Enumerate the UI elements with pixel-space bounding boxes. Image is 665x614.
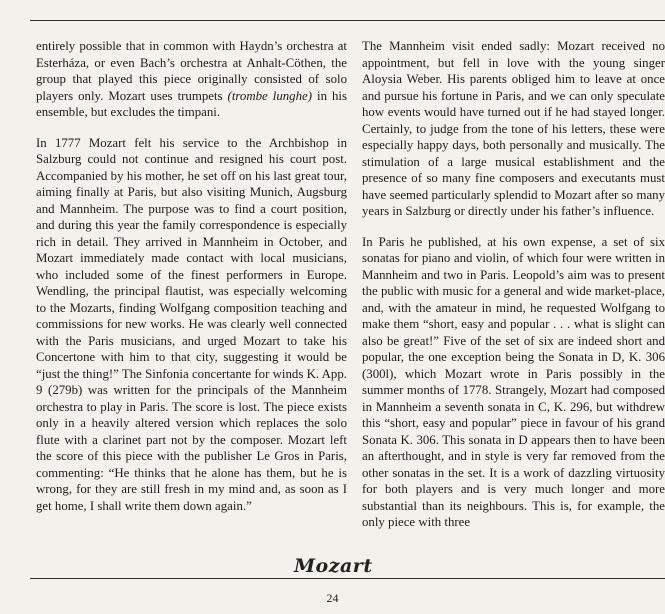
left-column [36,38,347,528]
bottom-rule [30,578,665,579]
paragraph: In Paris he published, at his own expense, a set of six sonatas for piano and violin, of which four were written in Mannheim and two in Paris. Leopold’s aim was to present the public with music for a general and wide market-place, and, with the amateur in mind, he requested Wolfgang to make them “short, easy and popular . . . what is slight can also be great!” Five of the set of six are indeed short and popular, the one exception being the Sonata in D, K. 306 (300l), which Mozart wrote in Paris possibly in the summer months of 1778. Strangely, Mozart had composed in Mannheim a seventh sonata in C, K. 296, but withdrew this “short, easy and popular” piece in favour of his grand Sonata K. 306. This sonata in D appears then to have been an afterthought, and in style is very far removed from the other sonatas in the set. It is a work of dazzling virtuosity for both players and is very much longer and more substantial than its neighbours. This is, for example, the only piece with three [362,234,665,529]
right-column [362,38,665,545]
paragraph: In 1777 Mozart felt his service to the Archbishop in Salzburg could not continue and resigned his court post. Accompanied by his mother, he set off on his last great tour, aiming finally at Paris, but also visiting Munich, Augsburg and Mannheim. The purpose was to find a court position, and during this year the family correspondence is especially rich in detail. They arrived in Mannheim in October, and Mozart immediately made contact with local musicians, who included some of the finest performers in Europe. Wendling, the principal flautist, was especially welcoming to the Mozarts, finding Wolfgang composition teaching and commissions for new works. He was clearly well connected with the Paris musicians, and urged Mozart to take his Concertone with him to that city, suggesting it would be “just the thing!” The Sinfonia concertante for winds K. App. 9 (279b) was written for the principals of the Mannheim orchestra to play in Paris. The score is lost. The piece exists only in a heavily altered version which replaces the solo flute with a clarinet part not by the composer. Mozart left the score of this piece with the publisher Le Gros in Paris, commenting: “He thinks that he alone has them, but he is wrong, for they are still fresh in my mind and, as soon as I get home, I shall write them down again.” [36,135,347,513]
top-rule [30,20,665,21]
paragraph-text: in his ensemble, but excludes the timpani. [36,88,347,119]
paragraph-text: entirely possible that in common with Haydn’s orchestra at Esterháza, or even Bach’s orchestra at Anhalt-Cöthen, the group that played this piece originally consisted of solo players only. Mozart uses trumpets [36,39,347,103]
paragraph [36,38,347,121]
mozart-signature-logo: Mozart [294,555,373,577]
paragraph: The Mannheim visit ended sadly: Mozart received no appointment, but fell in love with the young singer Aloysia Weber. His parents obliged him to leave at once and pursue his fortune in Paris, and we can only speculate how events would have turned out if he had stayed longer. Certainly, to judge from the tone of his letters, these were especially happy days, both personally and musically. The stimulation of a large musical establishment and the presence of so many fine composers and executants must have seemed particularly splendid to Mozart after so many years in Salzburg or directly under his father’s influence. [362,39,665,218]
italic-term: (trombe lunghe) [227,88,312,103]
page-number: 24 [326,591,339,605]
